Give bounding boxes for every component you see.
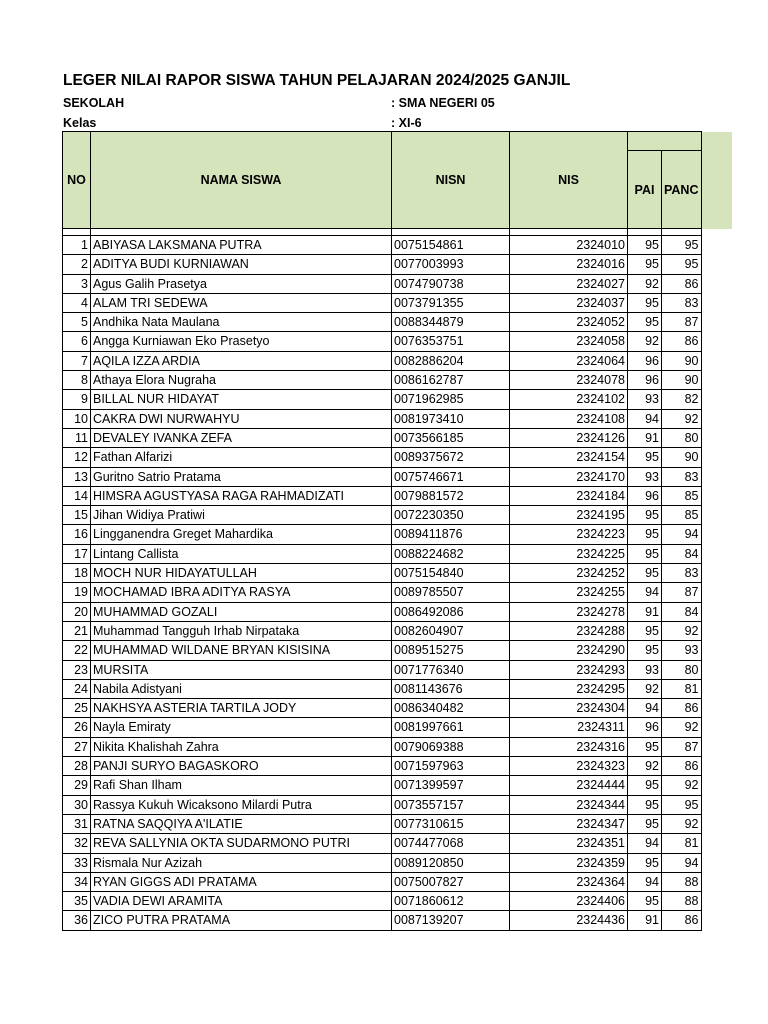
row-no: 26 [63,718,91,737]
row-pai: 95 [628,776,662,795]
table-row [63,428,702,447]
row-panc: 90 [662,351,702,370]
row-panc: 83 [662,293,702,312]
row-name: Nabila Adistyani [91,679,392,698]
class-row [63,116,422,130]
table-row [63,525,702,544]
row-name: Agus Galih Prasetya [91,274,392,293]
row-pai: 92 [628,332,662,351]
row-pai: 94 [628,583,662,602]
class-value: : XI-6 [391,116,422,130]
row-nis: 2324444 [510,776,628,795]
row-nis: 2324010 [510,236,628,255]
row-pai: 95 [628,448,662,467]
row-nisn: 0073557157 [392,795,510,814]
row-panc: 90 [662,448,702,467]
row-nis: 2324225 [510,544,628,563]
row-no: 13 [63,467,91,486]
row-nisn: 0089120850 [392,853,510,872]
row-no: 9 [63,390,91,409]
row-nisn: 0075007827 [392,872,510,891]
row-pai: 92 [628,274,662,293]
row-nis: 2324288 [510,621,628,640]
row-no: 25 [63,699,91,718]
row-panc: 90 [662,371,702,390]
row-name: Lingganendra Greget Mahardika [91,525,392,544]
table-row [63,583,702,602]
table-row [63,718,702,737]
row-name: REVA SALLYNIA OKTA SUDARMONO PUTRI [91,834,392,853]
table-row [63,255,702,274]
row-no: 21 [63,621,91,640]
row-no: 24 [63,679,91,698]
row-no: 34 [63,872,91,891]
row-name: RYAN GIGGS ADI PRATAMA [91,872,392,891]
row-name: Nayla Emiraty [91,718,392,737]
class-label: Kelas [63,116,97,130]
row-no: 33 [63,853,91,872]
row-panc: 92 [662,814,702,833]
row-nisn: 0089411876 [392,525,510,544]
row-no: 4 [63,293,91,312]
row-pai: 95 [628,795,662,814]
table-row [63,911,702,930]
row-nis: 2324252 [510,564,628,583]
row-pai: 95 [628,525,662,544]
row-name: AQILA IZZA ARDIA [91,351,392,370]
row-panc: 84 [662,602,702,621]
row-panc: 92 [662,718,702,737]
row-nisn: 0079069388 [392,737,510,756]
row-pai: 92 [628,757,662,776]
row-pai: 95 [628,255,662,274]
row-nis: 2324278 [510,602,628,621]
table-row [63,737,702,756]
row-pai: 95 [628,892,662,911]
row-nisn: 0086492086 [392,602,510,621]
row-nis: 2324344 [510,795,628,814]
row-name: PANJI SURYO BAGASKORO [91,757,392,776]
row-name: Fathan Alfarizi [91,448,392,467]
row-panc: 94 [662,525,702,544]
row-name: MOCH NUR HIDAYATULLAH [91,564,392,583]
table-row [63,621,702,640]
row-pai: 91 [628,602,662,621]
header-pai: PAI [628,151,662,229]
table-row [63,390,702,409]
row-panc: 92 [662,409,702,428]
grades-table [62,131,702,931]
row-nisn: 0073566185 [392,428,510,447]
row-pai: 94 [628,834,662,853]
row-no: 11 [63,428,91,447]
row-pai: 96 [628,371,662,390]
row-no: 31 [63,814,91,833]
row-nis: 2324359 [510,853,628,872]
row-no: 5 [63,313,91,332]
row-pai: 95 [628,853,662,872]
row-pai: 95 [628,621,662,640]
row-no: 14 [63,486,91,505]
row-nisn: 0088224682 [392,544,510,563]
row-no: 30 [63,795,91,814]
row-name: ZICO PUTRA PRATAMA [91,911,392,930]
row-nis: 2324351 [510,834,628,853]
row-nis: 2324108 [510,409,628,428]
table-row [63,544,702,563]
row-panc: 81 [662,679,702,698]
row-no: 32 [63,834,91,853]
row-no: 12 [63,448,91,467]
row-no: 16 [63,525,91,544]
table-row [63,872,702,891]
row-panc: 86 [662,274,702,293]
row-nisn: 0075154861 [392,236,510,255]
row-name: Jihan Widiya Pratiwi [91,506,392,525]
row-pai: 95 [628,564,662,583]
header-no: NO [63,132,91,229]
row-panc: 86 [662,911,702,930]
table-row [63,236,702,255]
row-no: 28 [63,757,91,776]
row-pai: 96 [628,718,662,737]
row-nisn: 0081973410 [392,409,510,428]
row-nisn: 0075746671 [392,467,510,486]
row-nis: 2324304 [510,699,628,718]
row-nis: 2324364 [510,872,628,891]
row-panc: 86 [662,699,702,718]
row-panc: 80 [662,660,702,679]
row-nis: 2324223 [510,525,628,544]
school-label: SEKOLAH [63,96,125,110]
row-nisn: 0077003993 [392,255,510,274]
row-nis: 2324293 [510,660,628,679]
table-row [63,834,702,853]
row-name: Rassya Kukuh Wicaksono Milardi Putra [91,795,392,814]
row-nis: 2324064 [510,351,628,370]
row-name: ABIYASA LAKSMANA PUTRA [91,236,392,255]
table-row [63,448,702,467]
row-no: 17 [63,544,91,563]
row-pai: 93 [628,660,662,679]
table-row [63,486,702,505]
row-panc: 88 [662,892,702,911]
row-nisn: 0075154840 [392,564,510,583]
table-body [63,229,702,931]
row-no: 20 [63,602,91,621]
row-nis: 2324436 [510,911,628,930]
row-pai: 95 [628,544,662,563]
row-nis: 2324406 [510,892,628,911]
row-name: MUHAMMAD GOZALI [91,602,392,621]
row-nis: 2324037 [510,293,628,312]
row-panc: 83 [662,467,702,486]
row-nis: 2324290 [510,641,628,660]
row-nisn: 0082886204 [392,351,510,370]
row-nisn: 0086162787 [392,371,510,390]
row-nisn: 0089515275 [392,641,510,660]
row-nis: 2324154 [510,448,628,467]
row-panc: 95 [662,795,702,814]
row-pai: 91 [628,911,662,930]
row-nisn: 0087139207 [392,911,510,930]
row-name: ALAM TRI SEDEWA [91,293,392,312]
row-nis: 2324058 [510,332,628,351]
row-pai: 96 [628,486,662,505]
row-panc: 85 [662,486,702,505]
row-pai: 91 [628,428,662,447]
row-pai: 95 [628,737,662,756]
row-no: 2 [63,255,91,274]
row-no: 10 [63,409,91,428]
row-panc: 86 [662,757,702,776]
row-nis: 2324295 [510,679,628,698]
row-pai: 95 [628,236,662,255]
row-no: 35 [63,892,91,911]
row-nis: 2324255 [510,583,628,602]
row-nisn: 0079881572 [392,486,510,505]
header-extension [697,132,732,229]
row-panc: 92 [662,621,702,640]
row-panc: 80 [662,428,702,447]
row-pai: 95 [628,506,662,525]
row-nisn: 0071399597 [392,776,510,795]
row-name: VADIA DEWI ARAMITA [91,892,392,911]
row-pai: 93 [628,390,662,409]
row-nisn: 0086340482 [392,699,510,718]
row-nisn: 0081143676 [392,679,510,698]
row-nisn: 0071776340 [392,660,510,679]
row-no: 29 [63,776,91,795]
row-nis: 2324323 [510,757,628,776]
table-row [63,660,702,679]
row-panc: 93 [662,641,702,660]
row-no: 3 [63,274,91,293]
row-pai: 94 [628,699,662,718]
header-nis: NIS [510,132,628,229]
row-panc: 95 [662,236,702,255]
row-nisn: 0088344879 [392,313,510,332]
row-nis: 2324184 [510,486,628,505]
row-panc: 84 [662,544,702,563]
table-row [63,679,702,698]
row-panc: 86 [662,332,702,351]
row-panc: 92 [662,776,702,795]
header-nisn: NISN [392,132,510,229]
table-row [63,564,702,583]
row-nisn: 0076353751 [392,332,510,351]
row-name: MUHAMMAD WILDANE BRYAN KISISINA [91,641,392,660]
row-nisn: 0082604907 [392,621,510,640]
table-row [63,757,702,776]
row-nisn: 0071860612 [392,892,510,911]
row-name: Andhika Nata Maulana [91,313,392,332]
row-no: 19 [63,583,91,602]
row-no: 27 [63,737,91,756]
row-no: 18 [63,564,91,583]
table-row [63,467,702,486]
row-panc: 87 [662,737,702,756]
row-no: 8 [63,371,91,390]
row-nis: 2324078 [510,371,628,390]
table-row [63,776,702,795]
table-row [63,332,702,351]
row-nisn: 0073791355 [392,293,510,312]
row-nis: 2324102 [510,390,628,409]
page-title: LEGER NILAI RAPOR SISWA TAHUN PELAJARAN 2024/2025 GANJIL [63,72,571,89]
row-name: Angga Kurniawan Eko Prasetyo [91,332,392,351]
row-name: Athaya Elora Nugraha [91,371,392,390]
row-name: MOCHAMAD IBRA ADITYA RASYA [91,583,392,602]
school-value: : SMA NEGERI 05 [391,96,495,110]
row-panc: 88 [662,872,702,891]
table-row [63,699,702,718]
row-panc: 81 [662,834,702,853]
table-row [63,506,702,525]
row-nisn: 0074790738 [392,274,510,293]
row-pai: 95 [628,313,662,332]
row-pai: 95 [628,293,662,312]
row-panc: 82 [662,390,702,409]
row-name: Nikita Khalishah Zahra [91,737,392,756]
row-nisn: 0077310615 [392,814,510,833]
row-nisn: 0089375672 [392,448,510,467]
spacer-row [63,229,702,236]
row-nis: 2324016 [510,255,628,274]
row-nisn: 0081997661 [392,718,510,737]
row-pai: 95 [628,641,662,660]
table-row [63,313,702,332]
row-nis: 2324311 [510,718,628,737]
table-row [63,409,702,428]
row-name: BILLAL NUR HIDAYAT [91,390,392,409]
header-panc: PANC [662,151,702,229]
row-pai: 94 [628,409,662,428]
header-subject-group [628,132,702,151]
row-panc: 85 [662,506,702,525]
row-nis: 2324170 [510,467,628,486]
row-pai: 95 [628,814,662,833]
header-name: NAMA SISWA [91,132,392,229]
row-panc: 83 [662,564,702,583]
table-row [63,371,702,390]
row-nisn: 0071962985 [392,390,510,409]
table-row [63,274,702,293]
row-name: NAKHSYA ASTERIA TARTILA JODY [91,699,392,718]
row-panc: 87 [662,583,702,602]
table-row [63,351,702,370]
row-name: CAKRA DWI NURWAHYU [91,409,392,428]
row-name: Guritno Satrio Pratama [91,467,392,486]
row-nis: 2324052 [510,313,628,332]
row-panc: 94 [662,853,702,872]
table-row [63,293,702,312]
row-pai: 96 [628,351,662,370]
row-nisn: 0074477068 [392,834,510,853]
row-pai: 92 [628,679,662,698]
row-no: 1 [63,236,91,255]
row-pai: 93 [628,467,662,486]
table-row [63,814,702,833]
row-name: HIMSRA AGUSTYASA RAGA RAHMADIZATI [91,486,392,505]
row-pai: 94 [628,872,662,891]
row-name: ADITYA BUDI KURNIAWAN [91,255,392,274]
table-row [63,602,702,621]
row-no: 15 [63,506,91,525]
row-name: RATNA SAQQIYA A'ILATIE [91,814,392,833]
row-panc: 87 [662,313,702,332]
row-nisn: 0072230350 [392,506,510,525]
row-panc: 95 [662,255,702,274]
row-nisn: 0071597963 [392,757,510,776]
row-nisn: 0089785507 [392,583,510,602]
row-nis: 2324027 [510,274,628,293]
row-no: 22 [63,641,91,660]
row-name: Lintang Callista [91,544,392,563]
row-nis: 2324316 [510,737,628,756]
row-nis: 2324126 [510,428,628,447]
row-no: 23 [63,660,91,679]
row-no: 36 [63,911,91,930]
row-nis: 2324195 [510,506,628,525]
table-row [63,641,702,660]
row-no: 7 [63,351,91,370]
row-name: Rismala Nur Azizah [91,853,392,872]
table-row [63,795,702,814]
row-no: 6 [63,332,91,351]
row-nis: 2324347 [510,814,628,833]
row-name: Muhammad Tangguh Irhab Nirpataka [91,621,392,640]
row-name: DEVALEY IVANKA ZEFA [91,428,392,447]
row-name: MURSITA [91,660,392,679]
school-row [63,96,495,110]
table-row [63,853,702,872]
table-row [63,892,702,911]
row-name: Rafi Shan Ilham [91,776,392,795]
